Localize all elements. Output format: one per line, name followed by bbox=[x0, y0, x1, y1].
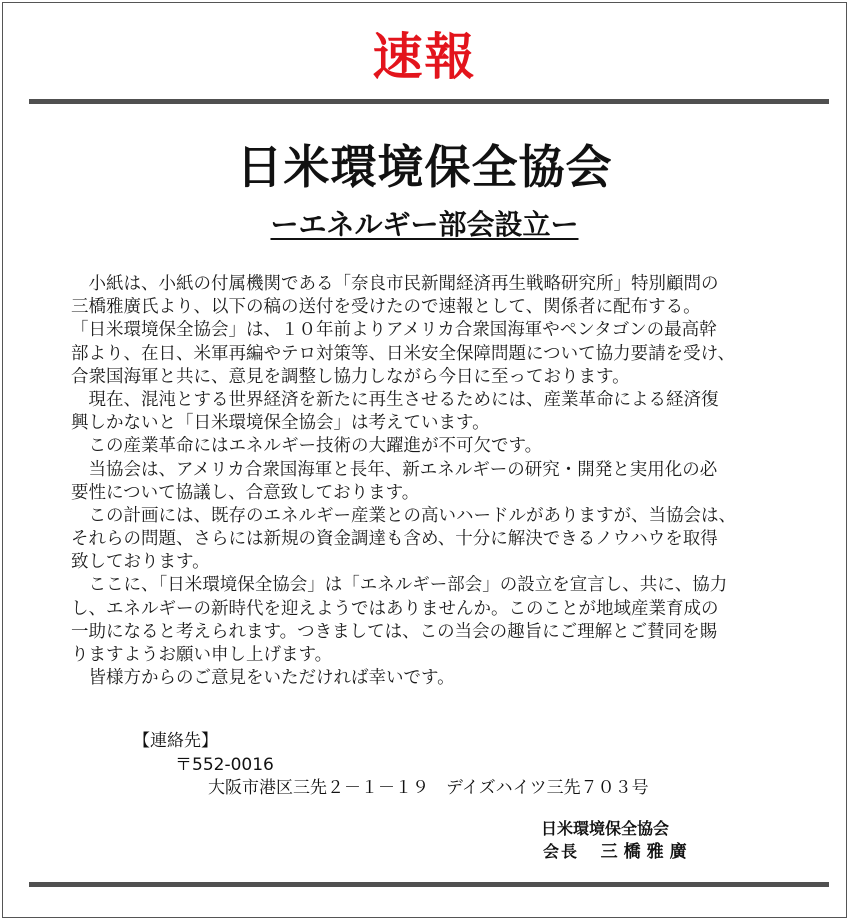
body-line: この産業革命にはエネルギー技術の大躍進が不可欠です。 bbox=[71, 436, 543, 457]
body-line: それらの問題、さらには新規の資金調達も含め、十分に解決できるノウハウを取得 bbox=[71, 529, 718, 550]
sub-title: ーエネルギー部会設立ー bbox=[270, 208, 579, 241]
body-line: 小紙は、小紙の付属機関である「奈良市民新聞経済再生戦略研究所」特別顧問の bbox=[71, 274, 719, 294]
body-line: 興しかないと「日米環境保全協会」は考えています。 bbox=[71, 413, 490, 434]
body-line: 「日米環境保全協会」は、１０年前よりアメリカ合衆国海軍やペンタゴンの最高幹 bbox=[71, 320, 717, 341]
body-line: 三橋雅廣氏より、以下の稿の送付を受けたので速報として、関係者に配布する。 bbox=[71, 297, 701, 318]
sub-title-wrapper bbox=[3, 207, 846, 243]
flash-title: 速報 bbox=[372, 27, 477, 86]
body-line: し、エネルギーの新時代を迎えようではありませんか。このことが地域産業育成の bbox=[71, 598, 719, 619]
bottom-divider bbox=[29, 882, 829, 887]
body-line: ここに、「日米環境保全協会」は「エネルギー部会」の設立を宣言し、共に、協力 bbox=[71, 575, 728, 596]
contact-postal-code: 〒552-0016 bbox=[175, 755, 274, 775]
contact-address: 大阪市港区三先２－１－１９ デイズハイツ三先７０３号 bbox=[208, 778, 649, 798]
signature-role: 会長 bbox=[543, 842, 580, 861]
signature-organization: 日米環境保全協会 bbox=[541, 819, 670, 838]
body-line: 皆様方からのご意見をいただければ幸いです。 bbox=[71, 668, 455, 689]
body-line: 現在、混沌とする世界経済を新たに再生させるためには、産業革命による経済復 bbox=[71, 389, 719, 410]
body-line: 一助になると考えられます。つきましては、この当会の趣旨にご理解とご賛同を賜 bbox=[71, 621, 718, 642]
body-line: 要性について協議し、合意致しております。 bbox=[71, 482, 420, 503]
top-divider bbox=[29, 99, 829, 104]
document-frame bbox=[2, 2, 847, 918]
body-line: この計画には、既存のエネルギー産業との高いハードルがありますが、当協会は、 bbox=[71, 505, 736, 526]
main-title: 日米環境保全協会 bbox=[236, 140, 613, 194]
signature-person: 三橋雅廣 bbox=[600, 842, 693, 862]
signature-name-line bbox=[543, 841, 693, 863]
body-line: 当協会は、アメリカ合衆国海軍と長年、新エネルギーの研究・開発と実用化の必 bbox=[71, 459, 718, 480]
body-line: 合衆国海軍と共に、意見を調整し協力しながら今日に至っております。 bbox=[71, 366, 630, 387]
body-line: 部より、在日、米軍再編やテロ対策等、日米安全保障問題について協力要請を受け、 bbox=[71, 343, 735, 364]
body-line: 致しております。 bbox=[71, 552, 210, 573]
body-text bbox=[71, 273, 761, 690]
contact-label: 【連絡先】 bbox=[133, 731, 218, 751]
body-line: りますようお願い申し上げます。 bbox=[71, 645, 333, 665]
